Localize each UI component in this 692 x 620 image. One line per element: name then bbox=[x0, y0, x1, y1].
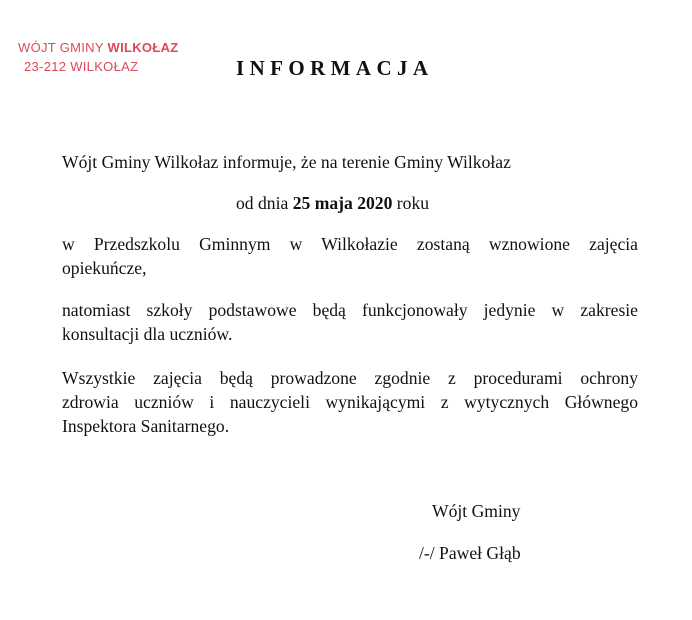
paragraph-intro: Wójt Gminy Wilkołaz informuje, że na terenie Gminy Wilkołaz bbox=[62, 152, 511, 172]
office-stamp bbox=[18, 38, 179, 76]
stamp-line-1: WÓJT GMINY WILKOŁAZ bbox=[18, 40, 179, 55]
paragraph-date: od dnia 25 maja 2020 roku bbox=[236, 193, 430, 213]
signature-name: /-/ Paweł Głąb bbox=[419, 543, 521, 563]
paragraph-procedures: Wszystkie zajęcia będą prowadzone zgodnie z procedurami ochrony zdrowia uczniów i nauczycieli wynikającymi z wytycznych Głównego Inspektora Sanitarnego. bbox=[62, 368, 638, 436]
document-title: INFORMACJA bbox=[236, 56, 434, 80]
stamp-line-2: 23-212 WILKOŁAZ bbox=[24, 59, 139, 74]
paragraph-preschool: w Przedszkolu Gminnym w Wilkołazie zostaną wznowione zajęcia opiekuńcze, bbox=[62, 234, 638, 278]
paragraph-schools: natomiast szkoły podstawowe będą funkcjonowały jedynie w zakresie konsultacji dla uczniów. bbox=[62, 300, 638, 344]
signature-role: Wójt Gminy bbox=[432, 501, 521, 521]
